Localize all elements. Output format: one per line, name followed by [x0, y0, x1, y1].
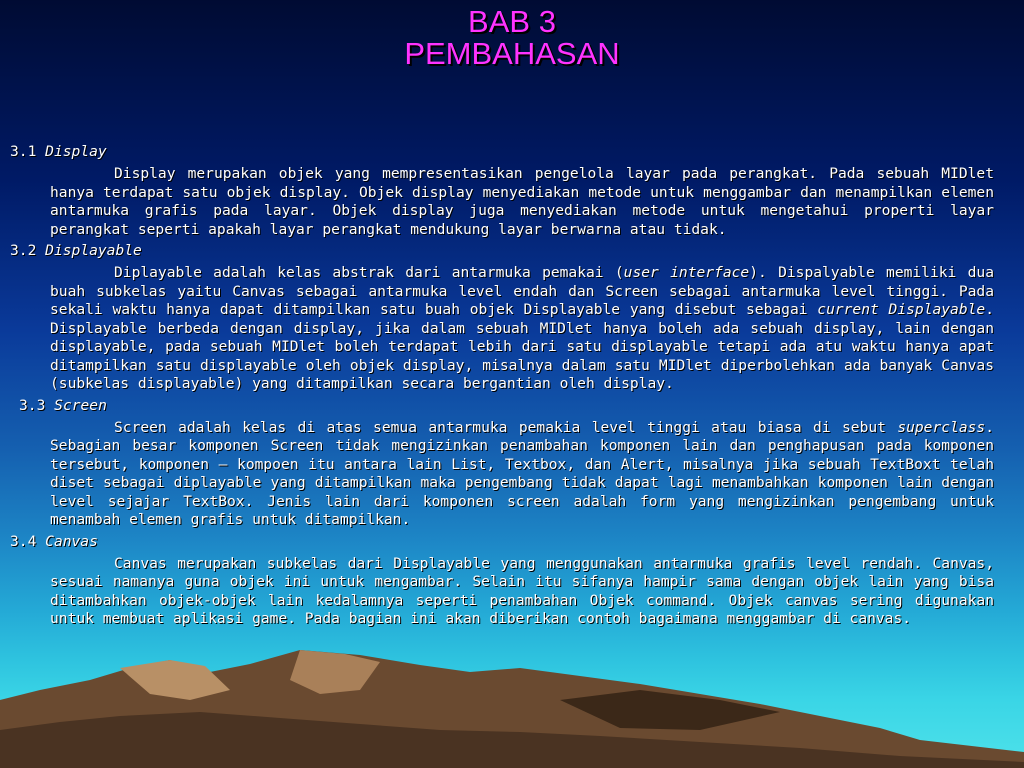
slide-title — [0, 0, 1024, 70]
section-number: 3.3 — [19, 396, 46, 414]
title-chapter: BAB 3 — [468, 4, 556, 39]
section-paragraph-display: Display merupakan objek yang mempresentasikan pengelola layar pada perangkat. Pada sebuah MIDlet hanya terdapat satu objek display. Objek display menyediakan metode untuk menggambar dan menampilkan elemen antarmuka grafis pada layar. Objek display juga menyediakan metode untuk mengetahui properti layar perangkat seperti apakah layar perangkat mendukung layar berwarna atau tidak. — [50, 165, 994, 238]
section-heading-displayable — [0, 240, 1024, 264]
section-title: Screen — [54, 396, 107, 414]
section-heading-screen — [0, 395, 1024, 419]
section-number: 3.2 — [10, 242, 37, 259]
section-paragraph-displayable: Diplayable adalah kelas abstrak dari antarmuka pemakai (user interface). Dispalyable memiliki dua buah subkelas yaitu Canvas sebagai antarmuka level endah dan Screen sebagai antarmuka level tinggi. Pada sekali waktu hanya dapat ditampilkan satu buah objek Displayable yang disebut sebagai current Displayable. Displayable berbeda dengan display, jika dalam sebuah MIDlet hanya boleh ada sebuah display, lain dengan displayable, pada sebuah MIDlet boleh terdapat lebih dari satu displayable tetapi ada atu waktu hanya apat ditampilkan satu displayable oleh objek display, misalnya dalam satu MIDlet diperbolehkan ada banyak Canvas (subkelas displayable) yang ditampilkan secara bergantian oleh display. — [50, 264, 994, 392]
section-title: Display — [45, 143, 107, 160]
slide-body — [0, 141, 1024, 630]
title-subject: PEMBAHASAN — [404, 36, 620, 71]
section-number: 3.1 — [10, 143, 37, 160]
section-paragraph-canvas: Canvas merupakan subkelas dari Displayable yang menggunakan antarmuka grafis level rendah. Canvas, sesuai namanya guna objek ini untuk mengambar. Selain itu sifanya hampir sama dengan objek lain yang bisa ditambahkan objek-objek lain kedalamnya seperti penambahan Objek command. Objek canvas sering digunakan untuk membuat aplikasi game. Pada bagian ini akan diberikan contoh bagaimana menggambar di canvas. — [50, 554, 994, 627]
section-title: Displayable — [45, 242, 142, 259]
section-heading-canvas — [0, 531, 1024, 555]
section-number: 3.4 — [10, 532, 37, 550]
section-paragraph-screen: Screen adalah kelas di atas semua antarmuka pemakia level tinggi atau biasa di sebut superclass. Sebagian besar komponen Screen tidak mengizinkan penambahan komponen lain dan penghapusan pada komponen tersebut, komponen – kompoen itu antara lain List, Textbox, dan Alert, misalnya jika sebuah TextBoxt telah diset sebagai diplayable yang ditampilkan maka pengembang tidak dapat lagi menambahkan komponen lain dengan level sejajar TextBox. Jenis lain dari komponen screen adalah form yang mengizinkan pengembang untuk menambah elemen grafis untuk ditampilkan. — [50, 418, 994, 528]
section-heading-display — [0, 141, 1024, 165]
section-title: Canvas — [45, 532, 98, 550]
